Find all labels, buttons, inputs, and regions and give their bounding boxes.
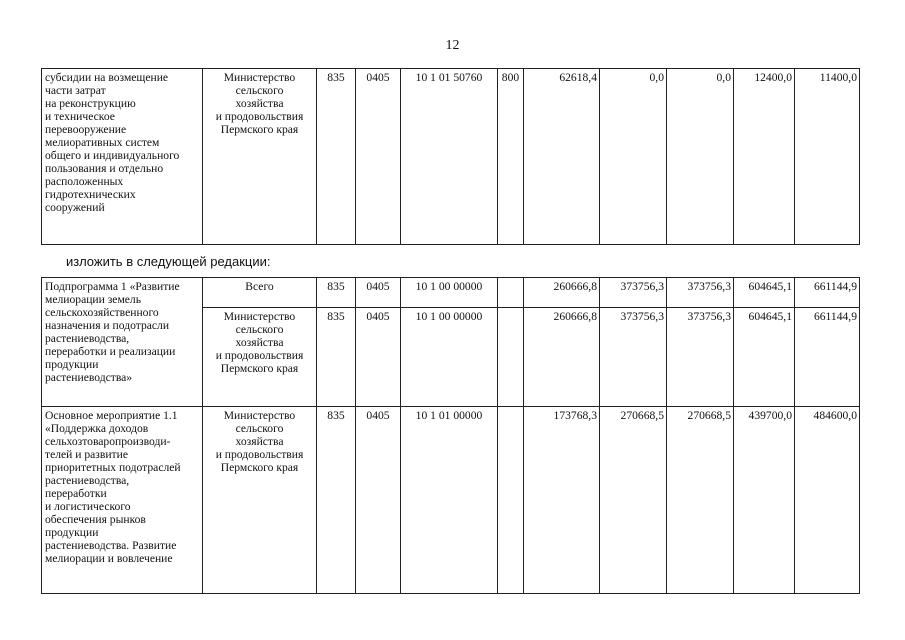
instruction-text: изложить в следующей редакции: <box>66 254 271 269</box>
executor-cell: Министерство сельского хозяйства и продовольствия Пермского края <box>203 407 317 594</box>
vr-cell <box>498 278 524 308</box>
value-cell-2: 373756,3 <box>600 278 667 308</box>
budget-table-bottom <box>41 277 860 594</box>
value-cell-2: 270668,5 <box>600 407 667 594</box>
value-cell-1: 62618,4 <box>524 69 600 245</box>
value-cell-1: 260666,8 <box>524 278 600 308</box>
value-cell-5: 661144,9 <box>795 308 860 407</box>
row-name-cell: Подпрограмма 1 «Развитие мелиорации земель сельскохозяйственного назначения и подотрасли растениеводства, переработки и реализации продукции растениеводства» <box>42 278 203 407</box>
grbs-cell: 835 <box>317 308 356 407</box>
value-cell-3: 0,0 <box>667 69 734 245</box>
value-cell-4: 12400,0 <box>734 69 795 245</box>
table-row <box>42 278 860 308</box>
budget-table-top <box>41 68 860 245</box>
value-cell-1: 260666,8 <box>524 308 600 407</box>
value-cell-3: 373756,3 <box>667 308 734 407</box>
rzpr-cell: 0405 <box>356 278 401 308</box>
vr-cell: 800 <box>498 69 524 245</box>
rzpr-cell: 0405 <box>356 407 401 594</box>
row-name-cell: Основное мероприятие 1.1 «Поддержка доходов сельхозтоваропроизводи- телей и развитие приоритетных подотраслей растениеводства, переработки и логистического обеспечения рынков продукции растениеводства. Развитие мелиорации и вовлечение <box>42 407 203 594</box>
rzpr-cell: 0405 <box>356 308 401 407</box>
csr-cell: 10 1 00 00000 <box>401 308 498 407</box>
value-cell-4: 439700,0 <box>734 407 795 594</box>
grbs-cell: 835 <box>317 407 356 594</box>
table-row <box>42 69 860 245</box>
grbs-cell: 835 <box>317 278 356 308</box>
csr-cell: 10 1 01 00000 <box>401 407 498 594</box>
value-cell-2: 0,0 <box>600 69 667 245</box>
csr-cell: 10 1 00 00000 <box>401 278 498 308</box>
table-row <box>42 407 860 594</box>
value-cell-5: 661144,9 <box>795 278 860 308</box>
csr-cell: 10 1 01 50760 <box>401 69 498 245</box>
rzpr-cell: 0405 <box>356 69 401 245</box>
executor-cell: Министерство сельского хозяйства и продовольствия Пермского края <box>203 69 317 245</box>
value-cell-2: 373756,3 <box>600 308 667 407</box>
row-name-cell: субсидии на возмещение части затрат на реконструкцию и техническое перевооружение мелиоративных систем общего и индивидуального пользования и отдельно расположенных гидротехнических сооружений <box>42 69 203 245</box>
page-number: 12 <box>445 38 460 53</box>
executor-cell: Всего <box>203 278 317 308</box>
value-cell-5: 484600,0 <box>795 407 860 594</box>
executor-cell: Министерство сельского хозяйства и продовольствия Пермского края <box>203 308 317 407</box>
value-cell-1: 173768,3 <box>524 407 600 594</box>
value-cell-4: 604645,1 <box>734 278 795 308</box>
value-cell-4: 604645,1 <box>734 308 795 407</box>
grbs-cell: 835 <box>317 69 356 245</box>
vr-cell <box>498 407 524 594</box>
value-cell-5: 11400,0 <box>795 69 860 245</box>
vr-cell <box>498 308 524 407</box>
value-cell-3: 373756,3 <box>667 278 734 308</box>
value-cell-3: 270668,5 <box>667 407 734 594</box>
